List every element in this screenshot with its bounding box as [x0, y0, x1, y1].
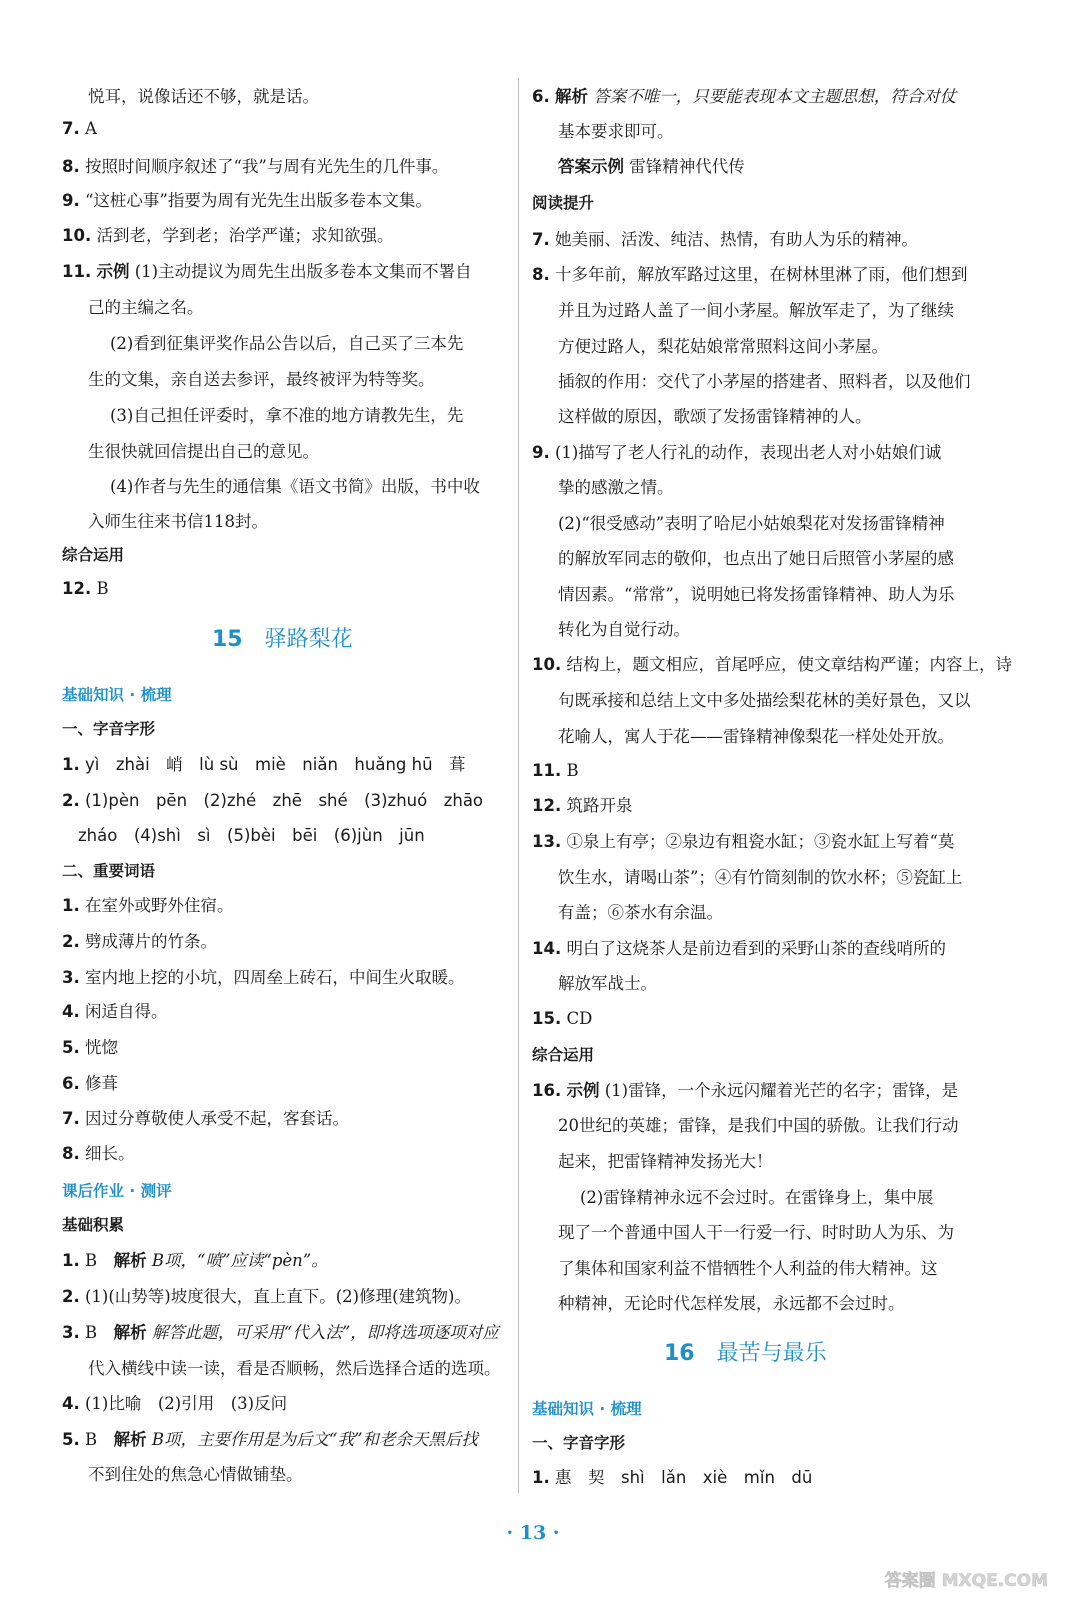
- word-answer: 6. 修葺: [62, 1074, 118, 1093]
- answer-15r: 15. CD: [532, 1009, 593, 1028]
- section-heading-blue: 基础知识 · 梳理: [532, 1400, 642, 1418]
- text-line: 入师生往来书信118封。: [88, 512, 268, 531]
- exercise-answer: 3. B 解析 解答此题，可采用“代入法”，即将选项逐项对应: [62, 1323, 499, 1342]
- text-line: 插叙的作用：交代了小茅屋的搭建者、照料者，以及他们: [558, 372, 971, 391]
- answer-9: 9. “这桩心事”指要为周有光先生出版多卷本文集。: [62, 191, 432, 210]
- answer-6: 6. 解析 答案不唯一，只要能表现本文主题思想，符合对仗: [532, 87, 957, 106]
- subsection-heading: 基础积累: [62, 1216, 125, 1234]
- text-line: 花喻人，寓人于花——雷锋精神像梨花一样处处开放。: [558, 727, 954, 746]
- text-line: 有盖；⑥茶水有余温。: [558, 903, 723, 922]
- word-answer: 5. 恍惚: [62, 1038, 118, 1057]
- section-heading: 阅读提升: [532, 194, 595, 212]
- pinyin-line: 1. yì zhài 峭 lù sù miè niǎn huǎng hū 葺: [62, 755, 466, 774]
- section-heading-blue: 基础知识 · 梳理: [62, 686, 172, 704]
- text-line: 基本要求即可。: [558, 122, 674, 141]
- watermark-text: 答案圈 MXQE.COM: [884, 1571, 1048, 1591]
- exercise-answer: 4. (1)比喻 (2)引用 (3)反问: [62, 1394, 288, 1413]
- lesson-title: 16 最苦与最乐: [664, 1341, 827, 1366]
- text-line: 现了一个普通中国人干一行爱一行、时时助人为乐、为: [558, 1223, 954, 1242]
- exercise-answer: 1. B 解析 B项，“喷”应读“pèn”。: [62, 1251, 328, 1270]
- section-heading-blue: 课后作业 · 测评: [62, 1182, 172, 1200]
- pinyin-line: 2. (1)pèn pēn (2)zhé zhē shé (3)zhuó zhāo: [62, 791, 484, 810]
- answer-12r: 12. 筑路开泉: [532, 796, 633, 815]
- answer-16r: 16. 示例 (1)雷锋，一个永远闪耀着光芒的名字；雷锋，是: [532, 1081, 959, 1100]
- text-line: 转化为自觉行动。: [558, 620, 690, 639]
- text-line: (2)看到征集评奖作品公告以后，自己买了三本先: [110, 334, 464, 353]
- subsection-heading: 二、重要词语: [62, 862, 156, 880]
- section-heading: 综合运用: [62, 546, 125, 564]
- answer-12: 12. B: [62, 579, 109, 598]
- text-line: (3)自己担任评委时，拿不准的地方请教先生，先: [110, 406, 464, 425]
- text-line: 饮生水，请喝山茶”；④有竹筒刻制的饮水杯；⑤瓷缸上: [558, 868, 963, 887]
- text-line: 生很快就回信提出自己的意见。: [88, 442, 319, 461]
- text-line: 起来，把雷锋精神发扬光大！: [558, 1152, 773, 1171]
- answer-7: 7. A: [62, 119, 97, 138]
- subsection-heading: 一、字音字形: [532, 1434, 626, 1452]
- exercise-answer: 5. B 解析 B项，主要作用是为后文“我”和老余天黑后找: [62, 1430, 478, 1449]
- answer-10: 10. 活到老，学到老；治学严谨；求知欲强。: [62, 226, 394, 245]
- text-line: 种精神，无论时代怎样发展，永远都不会过时。: [558, 1294, 905, 1313]
- text-line: 不到住处的焦急心情做铺垫。: [88, 1465, 303, 1484]
- text-line: (2)雷锋精神永远不会过时。在雷锋身上，集中展: [580, 1188, 934, 1207]
- subsection-heading: 一、字音字形: [62, 720, 156, 738]
- section-heading: 综合运用: [532, 1046, 595, 1064]
- word-answer: 4. 闲适自得。: [62, 1002, 168, 1021]
- text-line: 了集体和国家利益不惜牺牲个人利益的伟大精神。这: [558, 1259, 938, 1278]
- text-line: 悦耳，说像话还不够，就是话。: [88, 87, 319, 106]
- watermark-logo: [872, 1540, 1052, 1596]
- answer-11: 11. 示例 (1)主动提议为周先生出版多卷本文集而不署自: [62, 262, 472, 281]
- column-divider: [518, 78, 519, 1493]
- word-answer: 1. 在室外或野外住宿。: [62, 896, 234, 915]
- lesson-title: 15 驿路梨花: [212, 627, 353, 652]
- text-line: 并且为过路人盖了一间小茅屋。解放军走了，为了继续: [558, 301, 954, 320]
- text-line: 情因素。“常常”，说明她已将发扬雷锋精神、助人为乐: [558, 585, 955, 604]
- page-number: · 13 ·: [506, 1522, 560, 1544]
- text-line: (4)作者与先生的通信集《语文书简》出版，书中收: [110, 477, 480, 496]
- answer-13r: 13. ①泉上有亭；②泉边有粗瓷水缸；③瓷水缸上写着“莫: [532, 832, 955, 851]
- word-answer: 3. 室内地上挖的小坑，四周垒上砖石，中间生火取暖。: [62, 968, 465, 987]
- word-answer: 7. 因过分尊敬使人承受不起，客套话。: [62, 1109, 349, 1128]
- answer-8r: 8. 十多年前，解放军路过这里，在树林里淋了雨，他们想到: [532, 265, 968, 284]
- answer-7r: 7. 她美丽、活泼、纯洁、热情，有助人为乐的精神。: [532, 230, 918, 249]
- answer-8: 8. 按照时间顺序叙述了“我”与周有光先生的几件事。: [62, 157, 449, 176]
- text-line: 解放军战士。: [558, 974, 657, 993]
- text-line: 生的文集，亲自送去参评，最终被评为特等奖。: [88, 370, 435, 389]
- pinyin-line: 1. 惠 契 shì lǎn xiè mǐn dū: [532, 1468, 813, 1487]
- text-line: 20世纪的英雄；雷锋，是我们中国的骄傲。让我们行动: [558, 1116, 959, 1135]
- text-line: 这样做的原因，歌颂了发扬雷锋精神的人。: [558, 407, 872, 426]
- text-line: 代入横线中读一读，看是否顺畅，然后选择合适的选项。: [88, 1359, 501, 1378]
- answer-9r: 9. (1)描写了老人行礼的动作，表现出老人对小姑娘们诚: [532, 443, 942, 462]
- word-answer: 8. 细长。: [62, 1144, 135, 1163]
- answer-14r: 14. 明白了这烧茶人是前边看到的采野山茶的查线哨所的: [532, 939, 946, 958]
- answer-10r: 10. 结构上，题文相应，首尾呼应，使文章结构严谨；内容上，诗: [532, 655, 1012, 674]
- answer-example: 答案示例 雷锋精神代代传: [558, 157, 745, 176]
- pinyin-line: zháo (4)shì sì (5)bèi bēi (6)jùn jūn: [78, 826, 425, 845]
- text-line: 的解放军同志的敬仰，也点出了她日后照管小茅屋的感: [558, 549, 954, 568]
- text-line: 句既承接和总结上文中多处描绘梨花林的美好景色，又以: [558, 691, 971, 710]
- text-line: 己的主编之名。: [88, 298, 204, 317]
- text-line: 方便过路人，梨花姑娘常常照料这间小茅屋。: [558, 337, 888, 356]
- answer-11r: 11. B: [532, 761, 579, 780]
- word-answer: 2. 劈成薄片的竹条。: [62, 932, 217, 951]
- text-line: 挚的感激之情。: [558, 478, 674, 497]
- text-line: (2)“很受感动”表明了哈尼小姑娘梨花对发扬雷锋精神: [558, 514, 945, 533]
- exercise-answer: 2. (1)(山势等)坡度很大，直上直下。(2)修理(建筑物)。: [62, 1287, 471, 1306]
